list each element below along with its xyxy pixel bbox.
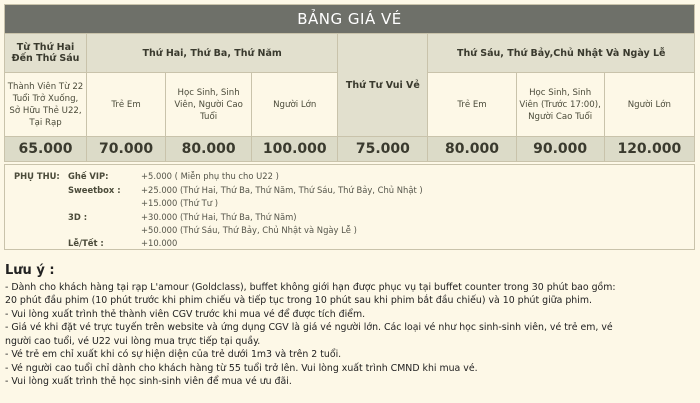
note-line: - Giá vé khi đặt vé trực tuyến trên website và ứng dụng CGV là giá vé người lớn. Các loại vé như học sinh-sinh viên, vé trẻ em, vé [5,322,613,333]
group-header-mon-tue-thu: Thứ Hai, Thứ Ba, Thứ Năm [87,34,338,73]
page-title: BẢNG GIÁ VÉ [5,5,695,34]
note-line: - Vui lòng xuất trình thẻ thành viên CGV trước khi mua vé để được tích điểm. [5,308,366,320]
subheader-weekend-child: Trẻ Em [428,73,516,137]
note-line: người cao tuổi, vé U22 vui lòng mua trực tiếp tại quầy. [5,335,261,347]
surcharge-3d-value-2: +50.000 (Thứ Sáu, Thứ Bảy, Chủ Nhật và Ngày Lễ ) [141,225,357,235]
note-line: - Vé người cao tuổi chỉ dành cho khách hàng từ 55 tuổi trở lên. Vui lòng xuất trình CMND khi mua vé. [5,362,478,374]
notes-title: Lưu ý : [5,263,55,278]
note-line: - Dành cho khách hàng tại rạp L'amour (Goldclass), buffet không giới hạn được phục vụ tại buffet counter trong 30 phút bao gồm: [5,281,616,293]
surcharge-label: PHỤ THU: [14,171,60,181]
subheader-weekend-adult: Người Lớn [604,73,694,137]
subheader-weekend-student-senior: Học Sinh, Sinh Viên (Trước 17:00), Người Cao Tuổi [516,73,604,137]
group-header-weekday-member: Từ Thứ Hai Đến Thứ Sáu [5,34,87,73]
group-header-wednesday: Thứ Tư Vui Vẻ [338,34,428,137]
surcharge-section [4,164,695,250]
group-header-weekend-holiday: Thứ Sáu, Thứ Bảy,Chủ Nhật Và Ngày Lễ [428,34,695,73]
note-line: 20 phút đầu phim (10 phút trước khi phim chiếu và tiếp tục trong 10 phút sau khi phim bắt đầu chiếu) và 10 phút giữa phim. [5,295,592,306]
price-child: 70.000 [87,137,166,162]
subheader-student-senior: Học Sinh, Sinh Viên, Người Cao Tuổi [166,73,252,137]
surcharge-vip-label: Ghế VIP: [68,171,109,181]
surcharge-3d-value-1: +30.000 (Thứ Hai, Thứ Ba, Thứ Năm) [141,212,297,222]
price-table [4,4,695,162]
subheader-child: Trẻ Em [87,73,166,137]
surcharge-sweetbox-value-2: +15.000 (Thứ Tư ) [141,198,218,208]
surcharge-holiday-label: Lễ/Tết : [68,238,104,248]
subheader-member-u22: Thành Viên Từ 22 Tuổi Trở Xuống, Sở Hữu Thẻ U22, Tại Rạp [5,73,87,137]
price-adult: 100.000 [252,137,338,162]
surcharge-holiday-value: +10.000 [141,238,178,248]
price-student-senior: 80.000 [166,137,252,162]
price-weekend-adult: 120.000 [604,137,694,162]
price-weekend-child: 80.000 [428,137,516,162]
note-line: - Vé trẻ em chỉ xuất khi có sự hiện diện của trẻ dưới 1m3 và trên 2 tuổi. [5,349,342,360]
price-weekend-student-senior: 90.000 [516,137,604,162]
surcharge-sweetbox-value-1: +25.000 (Thứ Hai, Thứ Ba, Thứ Năm, Thứ Sáu, Thứ Bảy, Chủ Nhật ) [141,185,423,195]
surcharge-vip-value: +5.000 ( Miễn phụ thu cho U22 ) [141,171,279,181]
price-member: 65.000 [5,137,87,162]
price-wednesday: 75.000 [338,137,428,162]
surcharge-3d-label: 3D : [68,212,88,222]
note-line: - Vui lòng xuất trình thẻ học sinh-sinh viên để mua vé ưu đãi. [5,376,292,387]
surcharge-sweetbox-label: Sweetbox : [68,185,121,195]
subheader-adult: Người Lớn [252,73,338,137]
notes-section [5,264,695,389]
